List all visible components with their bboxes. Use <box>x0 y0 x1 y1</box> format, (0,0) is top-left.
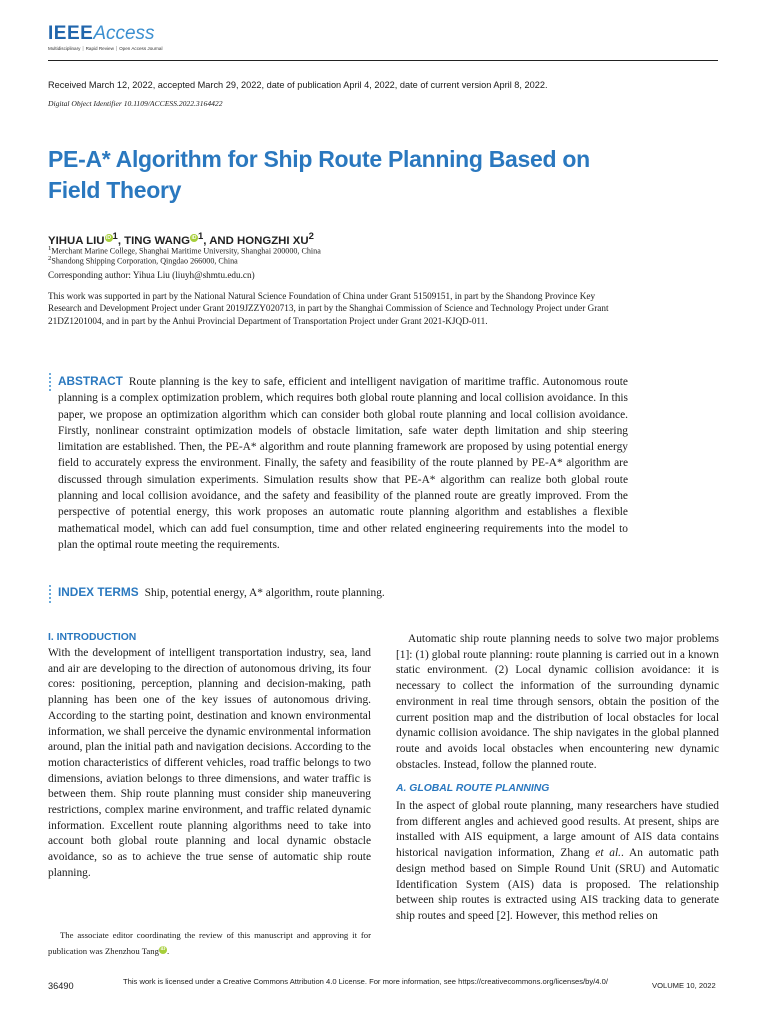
index-terms <box>58 584 628 601</box>
abstract <box>58 373 628 553</box>
doi-line: Digital Object Identifier 10.1109/ACCESS.2022.3164422 <box>48 99 223 108</box>
paper-title: PE-A* Algorithm for Ship Route Planning Based on Field Theory <box>48 146 590 203</box>
affiliation-marker: 1 <box>197 231 204 242</box>
affiliation-number: 2 <box>48 255 52 262</box>
volume-label: VOLUME 10, 2022 <box>652 981 716 990</box>
index-terms-label: INDEX TERMS <box>58 585 139 599</box>
text-run: . An automatic path design method based on Simple Round Unit (SRU) and Automatic Identification System (AIS) data is proposed. The relationship between ship routes is extracted using AIS tracking data to generate ship routes and speed [2]. However, this method relies on <box>396 847 719 922</box>
body-paragraph <box>396 799 719 925</box>
subsection-heading: A. GLOBAL ROUTE PLANNING <box>396 783 550 795</box>
corresponding-author: Corresponding author: Yihua Liu (liuyh@shmtu.edu.cn) <box>48 270 255 280</box>
affiliation-text: Merchant Marine College, Shanghai Maritime University, Shanghai 200000, China <box>51 246 321 256</box>
left-column <box>48 632 371 882</box>
journal-logo <box>48 24 155 44</box>
page-number: 36490 <box>48 981 74 991</box>
abstract-dots-decoration <box>49 373 51 393</box>
text-run: In the aspect of global route planning, many researchers have studied from different angles and achieved good results. At present, ships are installed with AIS equipment, a large amount of AIS data contains historical navigation information, Zhang <box>396 800 719 860</box>
index-terms-dots-decoration <box>49 585 51 605</box>
editor-note-text: The associate editor coordinating the review of this manuscript and approving it for publication was Zhenzhou Tang <box>48 930 371 956</box>
funding-statement: This work was supported in part by the National Natural Science Foundation of China under Grant 51509151, in part by the Shandong Province Key Research and Development Project under Grant 2019JZZY020713, in part by the Shanghai Commission of Science and Technology Project under Grant 21DZ1201004, and in part by the Anhui Provincial Department of Transportation Project under Grant 2021-KJQD-011. <box>48 291 609 326</box>
section-heading: I. INTRODUCTION <box>48 632 137 643</box>
text-run-italic: et al. <box>595 847 621 860</box>
logo-access: Access <box>93 23 155 44</box>
editor-note: The associate editor coordinating the review of this manuscript and approving it for publication was Zhenzhou Tang iD . <box>48 930 371 956</box>
orcid-icon[interactable]: iD <box>106 235 112 241</box>
orcid-icon[interactable]: iD <box>160 946 166 952</box>
abstract-label: ABSTRACT <box>58 374 123 388</box>
affiliation-text: Shandong Shipping Corporation, Qingdao 266000, China <box>51 256 238 266</box>
author-name: AND HONGZHI XU <box>209 234 309 247</box>
abstract-text: Route planning is the key to safe, efficient and intelligent navigation of maritime traffic. Autonomous route planning is a complex optimization problem, which requires both global route planning and local collision avoidance. In this paper, we propose an optimization algorithm which can consider both global route planning and local collision avoidance. Firstly, nonlinear constraint optimization models of obstacle limitation, safe water depth limitation and ship steering limitation are established. Then, the PE-A* algorithm and route planning framework are proposed by using potential energy field to accurately express the environment. Finally, the safety and feasibility of the route planned by PE-A* algorithm are discussed through simulation experiments. Simulation results show that PE-A* algorithm can realize both global route planning and local collision avoidance, and the safety and feasibility of the planned route are greatly improved. From the perspective of potential energy, this work proposes an automatic route planning algorithm and establishes a flexible mathematical model, which can add fuel consumption, time and other related engineering requirements into the model to plan the optimal route meeting the requirements. <box>58 376 628 551</box>
author-list: YIHUA LIU iD $^1$, TING WANG iD $^1$, AND HONGZHI $XU^2$ <box>48 231 314 247</box>
right-column <box>396 632 719 925</box>
affiliation-marker: 2 <box>308 231 314 242</box>
header-rule <box>48 60 718 61</box>
affiliation-number: 1 <box>48 245 52 252</box>
index-terms-text: Ship, potential energy, A* algorithm, route planning. <box>144 587 385 599</box>
received-dates: Received March 12, 2022, accepted March 29, 2022, date of publication April 4, 2022, date of current version April 8, 2022. <box>48 80 548 90</box>
affiliation-2 <box>48 255 238 266</box>
journal-tagline: Multidisciplinary ⏐ Rapid Review ⏐ Open Access Journal <box>48 46 163 51</box>
author-name: TING WANG <box>124 234 190 247</box>
license-note: This work is licensed under a Creative Commons Attribution 4.0 License. For more information, see https://creativecommons.org/licenses/by/4.0/ <box>123 977 608 986</box>
author-name: YIHUA LIU <box>48 234 105 247</box>
affiliation-marker: 1 <box>112 231 118 242</box>
body-paragraph: Automatic ship route planning needs to solve two major problems [1]: (1) global route planning: route planning is carried out in a known static environment. (2) Local dynamic collision avoidance: it is necessary to collect the information of the surrounding dynamic environment in real time through sensors, obtain the position of the current position map and the distribution of local obstacles for local dynamic collision avoidance. The ship navigates in the global planned route and avoids local obstacles when encountering new dynamic obstacles. Instead, follow the planned route. <box>396 633 719 771</box>
logo-ieee: IEEE <box>48 23 94 44</box>
body-paragraph: With the development of intelligent transportation industry, sea, land and air are developing to the direction of autonomous driving, its four cores: positioning, perception, planning and decision-making, path planning has been one of the key issues of autonomous driving. According to the starting point, destination and known environmental information, we shall perceive the dynamic environmental information around, plan the initial path and navigation decisions. According to the motion characteristics of different vehicles, road traffic belongs to two dimensions, aviation belongs to three dimensions, and water traffic is between them. Ship route planning must consider ship maneuvering restrictions, complex marine environment, and traffic related dynamic information. Excellent route planning algorithms need to take into account both global route planning and local dynamic obstacle avoidance, so as to achieve the true sense of automatic ship route planning. <box>48 647 371 879</box>
orcid-icon[interactable]: iD <box>191 235 197 241</box>
